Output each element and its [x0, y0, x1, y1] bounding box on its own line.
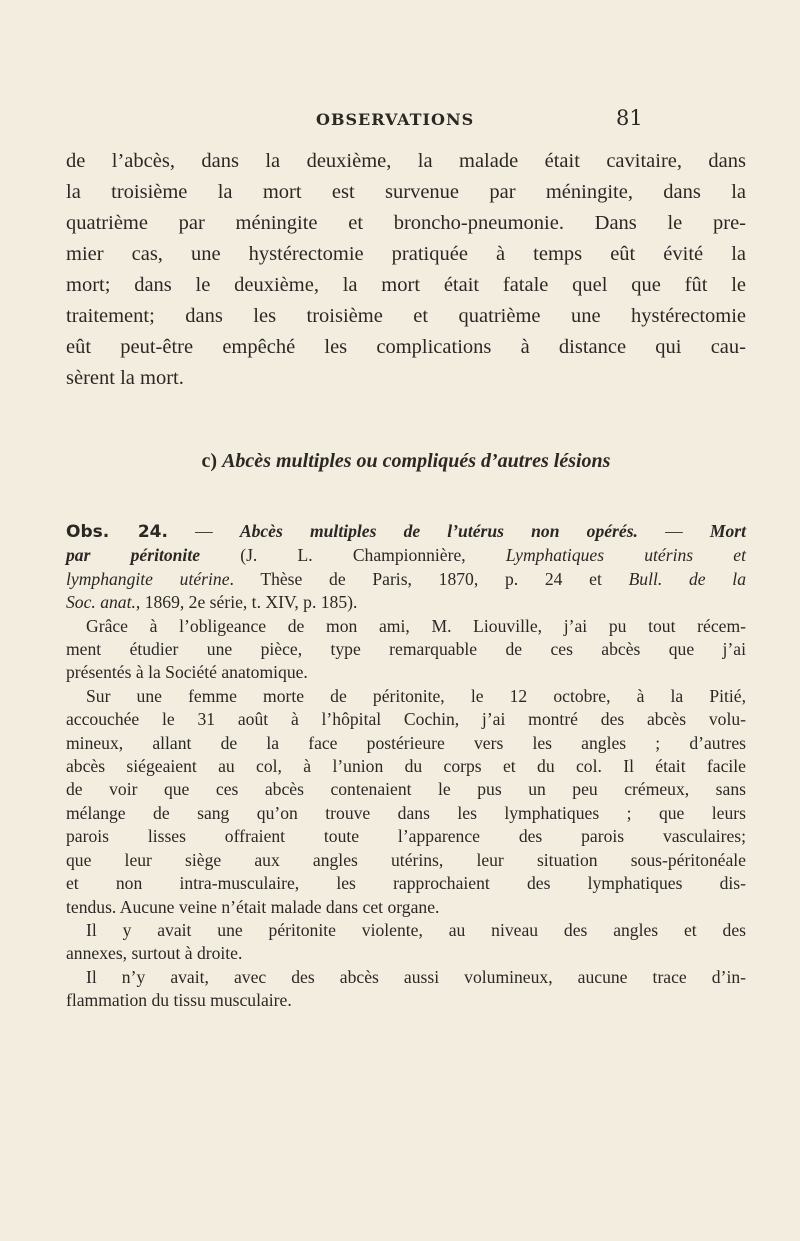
text-line: de voir que ces abcès contenaient le pus un peu crémeux, sans [66, 779, 746, 800]
citation-work-title-cont: lymphangite utérine [66, 568, 230, 589]
text-line: eût peut-être empêché les complications à distance qui cau- [66, 336, 746, 358]
text-line: sèrent la mort. [66, 367, 184, 389]
citation-journal-cont: Soc. anat. [66, 592, 136, 613]
text-line: mier cas, une hystérectomie pratiquée à temps eût évité la [66, 243, 746, 265]
text-line: mort; dans le deuxième, la mort était fatale quel que fût le [66, 274, 746, 296]
text-line: de l’abcès, dans la deuxième, la malade était cavitaire, dans [66, 150, 746, 172]
observation-heading-line-3 [66, 568, 746, 591]
citation-author: (J. L. Championnière, [200, 545, 506, 566]
observation-paragraph-1 [66, 615, 746, 685]
text-line: parois lisses offraient toute l’apparence des parois vasculaires; [66, 826, 746, 847]
body-text [66, 146, 746, 1013]
citation-details: . Thèse de Paris, 1870, p. 24 et [229, 568, 629, 589]
observation-heading-line-1 [66, 520, 746, 544]
text-line: la troisième la mort est survenue par méningite, dans la [66, 181, 746, 203]
section-heading [66, 446, 746, 476]
running-head [0, 104, 800, 134]
citation-volume: , 1869, 2e série, t. XIV, p. 185). [135, 592, 358, 613]
text-line: annexes, surtout à droite. [66, 943, 243, 964]
running-title: OBSERVATIONS [316, 110, 475, 129]
text-line: tendus. Aucune veine n’était malade dans cet organe. [66, 896, 440, 917]
page-number: 81 [616, 106, 643, 130]
text-line: et non intra-musculaire, les rapprochaient des lymphatiques dis- [66, 873, 746, 894]
text-line: quatrième par méningite et broncho-pneumonie. Dans le pre- [66, 212, 746, 234]
text-line: présentés à la Société anatomique. [66, 662, 308, 683]
text-line: Il n’y avait, avec des abcès aussi volumineux, aucune trace d’in- [86, 966, 746, 987]
dash: — [637, 521, 710, 541]
text-line: ment étudier une pièce, type remarquable de ces abcès que j’ai [66, 639, 746, 660]
citation-work-title: Lymphatiques utérins et [505, 545, 746, 566]
observation-title: Abcès multiples de l’utérus non opérés. [239, 521, 638, 541]
text-line: traitement; dans les troisième et quatrième une hystérectomie [66, 305, 746, 327]
text-line: mineux, allant de la face postérieure vers les angles ; d’autres [66, 732, 746, 753]
text-line: abcès siégeaient au col, à l’union du corps et du col. Il était facile [66, 756, 746, 777]
observation-outcome-cont: par péritonite [66, 545, 201, 566]
intro-paragraph [66, 146, 746, 394]
text-line: Grâce à l’obligeance de mon ami, M. Liouville, j’ai pu tout récem- [86, 615, 746, 636]
observation-heading-line-2 [66, 544, 746, 567]
observation-24 [66, 520, 746, 1013]
observation-heading [66, 520, 746, 615]
observation-heading-line-4 [66, 591, 746, 614]
observation-outcome: Mort [709, 521, 746, 541]
text-line: flammation du tissu musculaire. [66, 990, 292, 1011]
observation-paragraph-3 [66, 919, 746, 966]
text-line: accouchée le 31 août à l’hôpital Cochin, j’ai montré des abcès volu- [66, 709, 746, 730]
observation-label: Obs. 24. [66, 522, 168, 542]
text-line: Sur une femme morte de péritonite, le 12 octobre, à la Pitié, [86, 685, 746, 706]
citation-journal: Bull. de la [628, 568, 746, 589]
observation-paragraph-2 [66, 685, 746, 919]
section-letter: c) [201, 450, 218, 472]
dash: — [167, 521, 240, 541]
section-title: Abcès multiples ou compliqués d’autres lésions [222, 450, 611, 472]
observation-paragraph-4 [66, 966, 746, 1013]
text-line: Il y avait une péritonite violente, au niveau des angles et des [86, 919, 746, 940]
text-line: mélange de sang qu’on trouve dans les lymphatiques ; que leurs [66, 802, 746, 823]
text-line: que leur siège aux angles utérins, leur situation sous-péritonéale [66, 849, 746, 870]
